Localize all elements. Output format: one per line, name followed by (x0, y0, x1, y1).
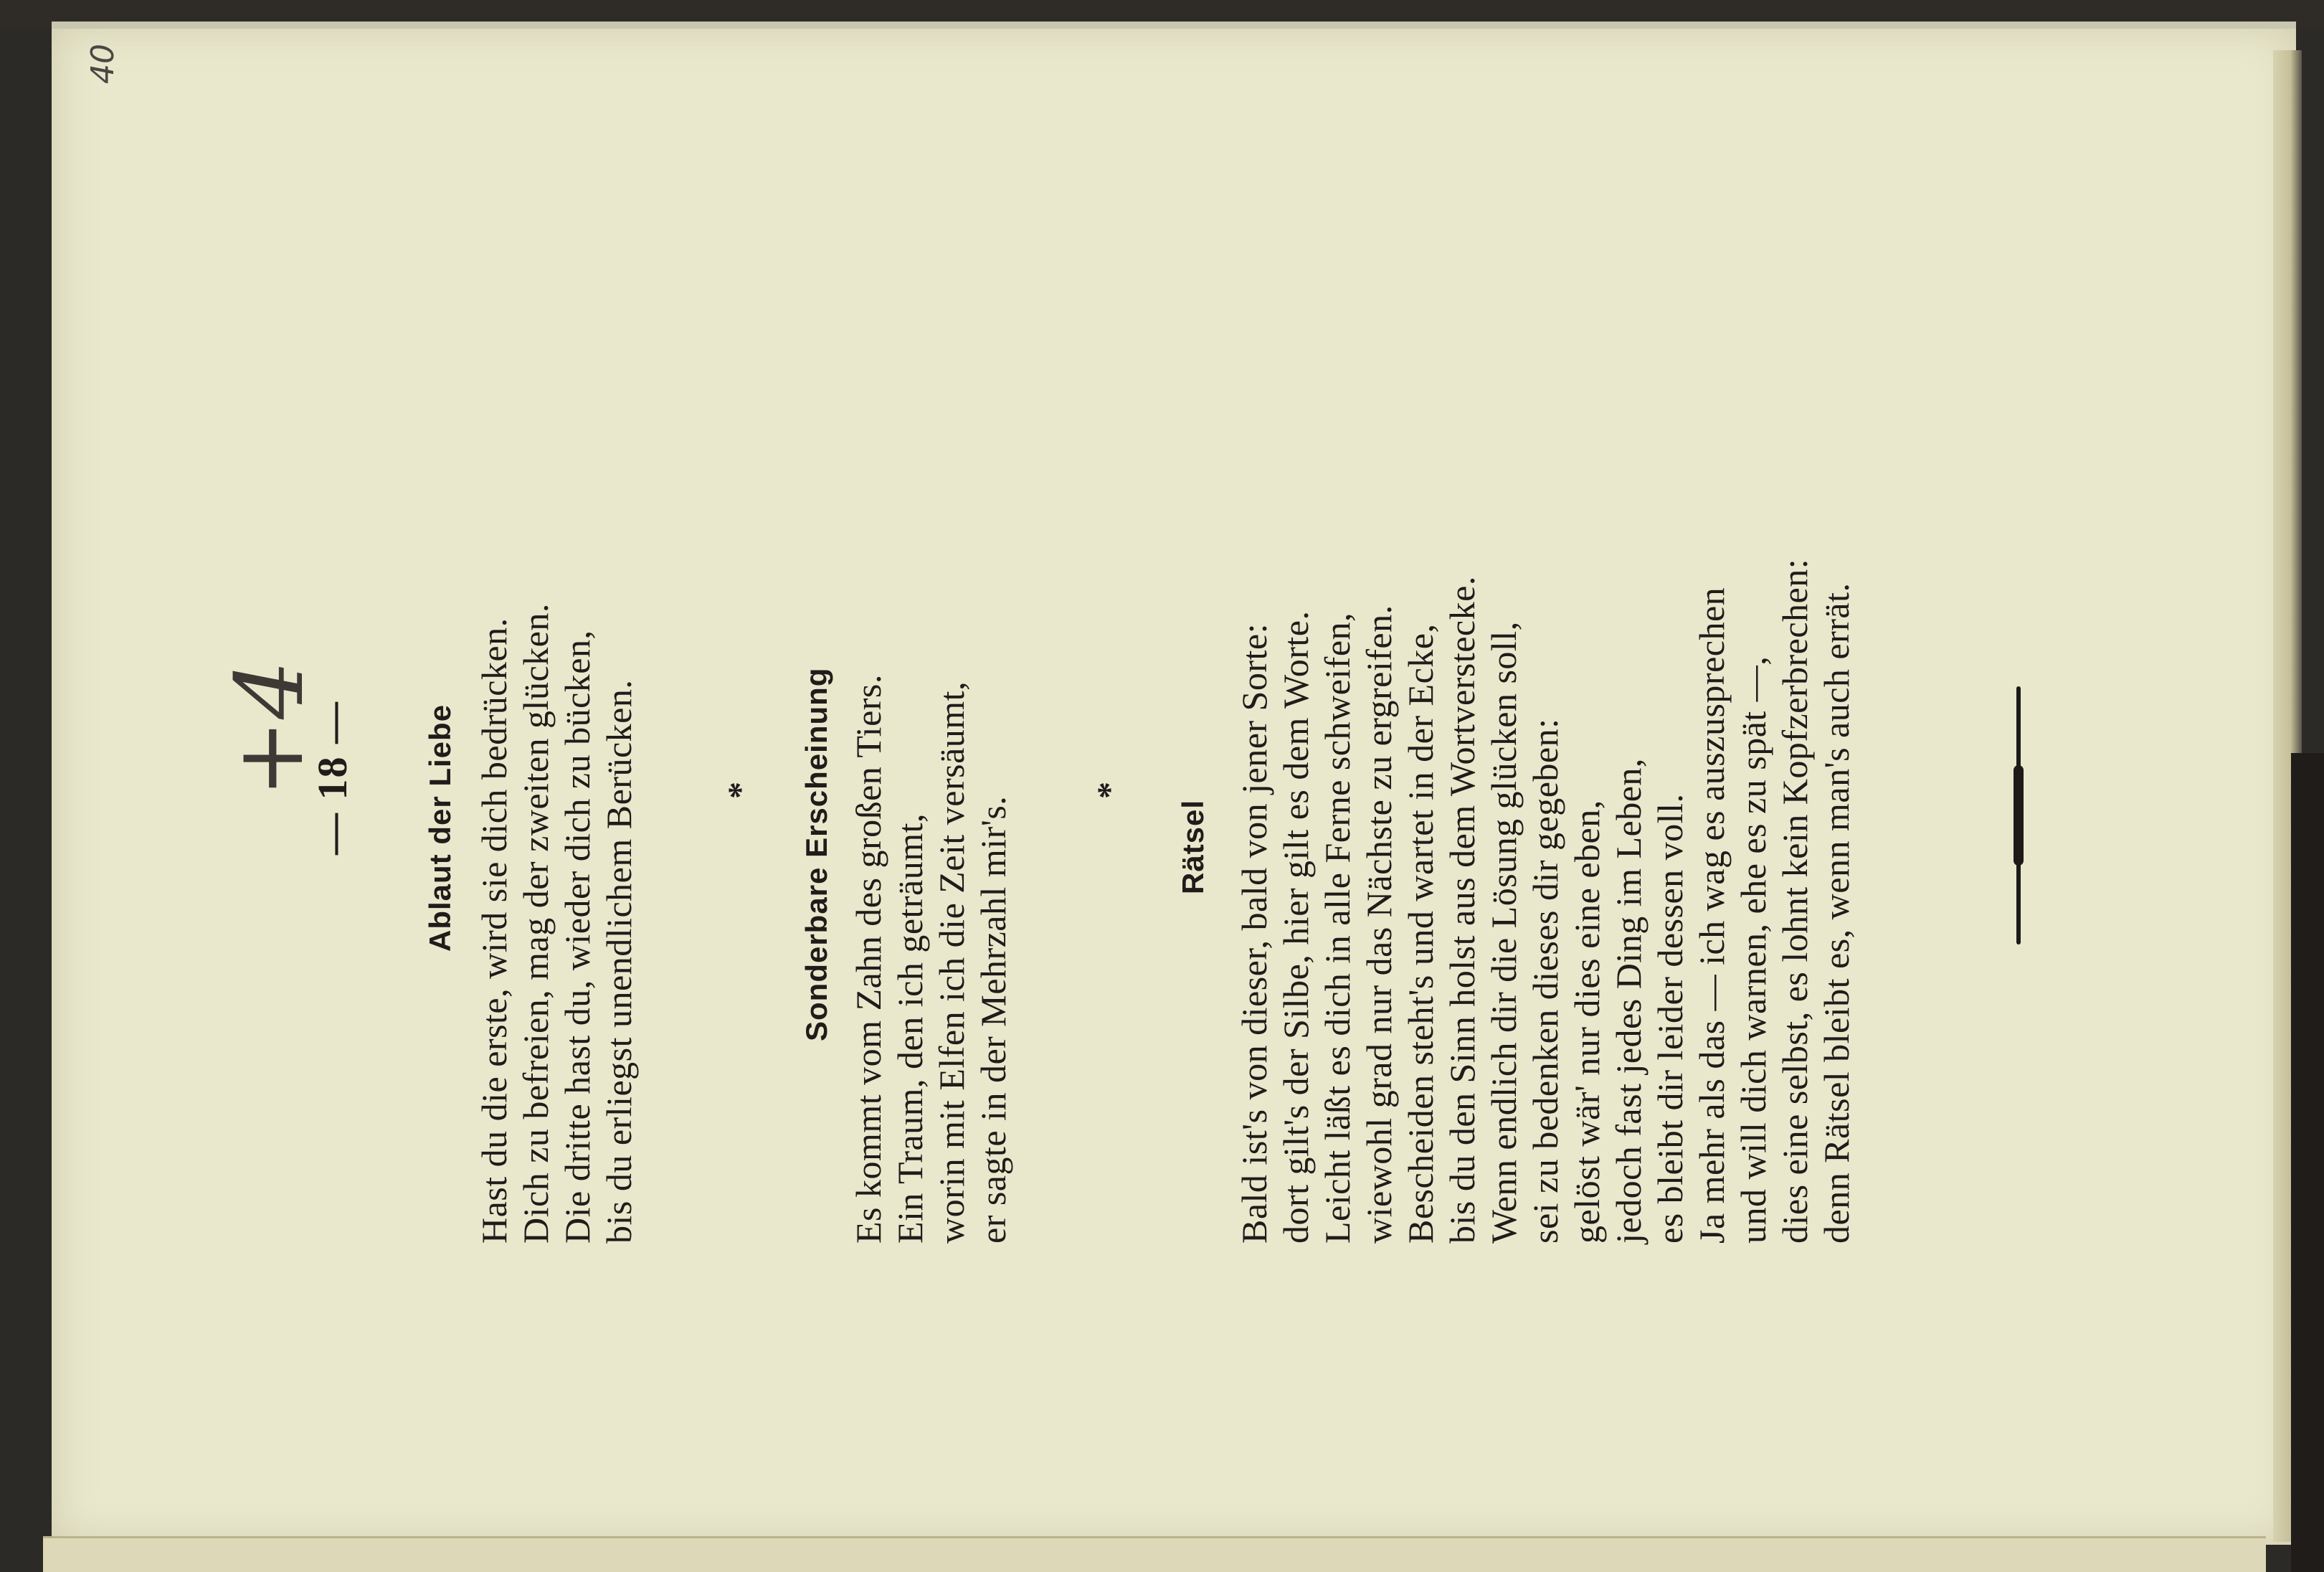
poem-title-raetsel: Rätsel (1176, 799, 1210, 894)
poem-line: und will dich warnen, ehe es zu spät —, (1733, 655, 1773, 1244)
poem-line: denn Rätsel bleibt es, wenn man's auch errät. (1816, 582, 1856, 1244)
poem-line: Leicht läßt es dich in alle Ferne schweifen, (1317, 612, 1357, 1244)
poem-line: Ein Traum, den ich geträumt, (890, 813, 930, 1244)
poem-line: wiewohl grad nur das Nächste zu ergreifen. (1359, 605, 1399, 1244)
poem-line: bis du den Sinn holst aus dem Wortverstecke. (1442, 576, 1482, 1244)
closing-rule-bulge (2014, 765, 2024, 866)
poem-line: sei zu bedenken dieses dir gegeben: (1525, 718, 1565, 1244)
poem-title-ablaut: Ablaut der Liebe (423, 704, 457, 952)
poem-line: Bald ist's von dieser, bald von jener Sorte: (1234, 623, 1274, 1244)
poem-line: Bescheiden steht's und wartet in der Ecke, (1400, 623, 1441, 1244)
poem-line: Hast du die erste, wird sie dich bedrücken. (474, 617, 514, 1244)
poem-line: Ja mehr als das — ich wag es auszusprechen (1692, 587, 1732, 1244)
poem-line: Es kommt vom Zahn des großen Tiers. (848, 674, 888, 1244)
section-separator: * (1091, 782, 1129, 799)
poem-line: bis du erliegst unendlichem Berücken. (599, 679, 639, 1244)
poem-line: Dich zu befreien, mag der zweiten glücken. (516, 603, 556, 1244)
page-folio: — 18 — (309, 701, 356, 855)
poem-line: worin mit Elfen ich die Zeit versäumt, (931, 681, 972, 1244)
poem-line: jedoch fast jedes Ding im Leben, (1608, 758, 1649, 1244)
poem-title-sonderbare: Sonderbare Erscheinung (800, 667, 833, 1041)
poem-line: gelöst wär' nur dies eine eben, (1567, 800, 1607, 1244)
archive-number: 40 (85, 44, 121, 84)
poem-line: er sagte in der Mehrzahl mir's. (973, 795, 1013, 1244)
poem-line: dies eine selbst, es lohnt kein Kopfzerbrechen: (1775, 558, 1815, 1244)
section-separator: * (721, 782, 759, 799)
poem-line: Wenn endlich dir die Lösung glücken soll, (1484, 621, 1524, 1244)
poem-line: Die dritte hast du, wieder dich zu bücken, (557, 630, 597, 1244)
handwritten-mark: +4 (215, 660, 324, 797)
poem-line: dort gilt's der Silbe, hier gilt es dem Worte. (1276, 610, 1316, 1244)
poem-line: es bleibt dir leider dessen voll. (1650, 793, 1690, 1244)
